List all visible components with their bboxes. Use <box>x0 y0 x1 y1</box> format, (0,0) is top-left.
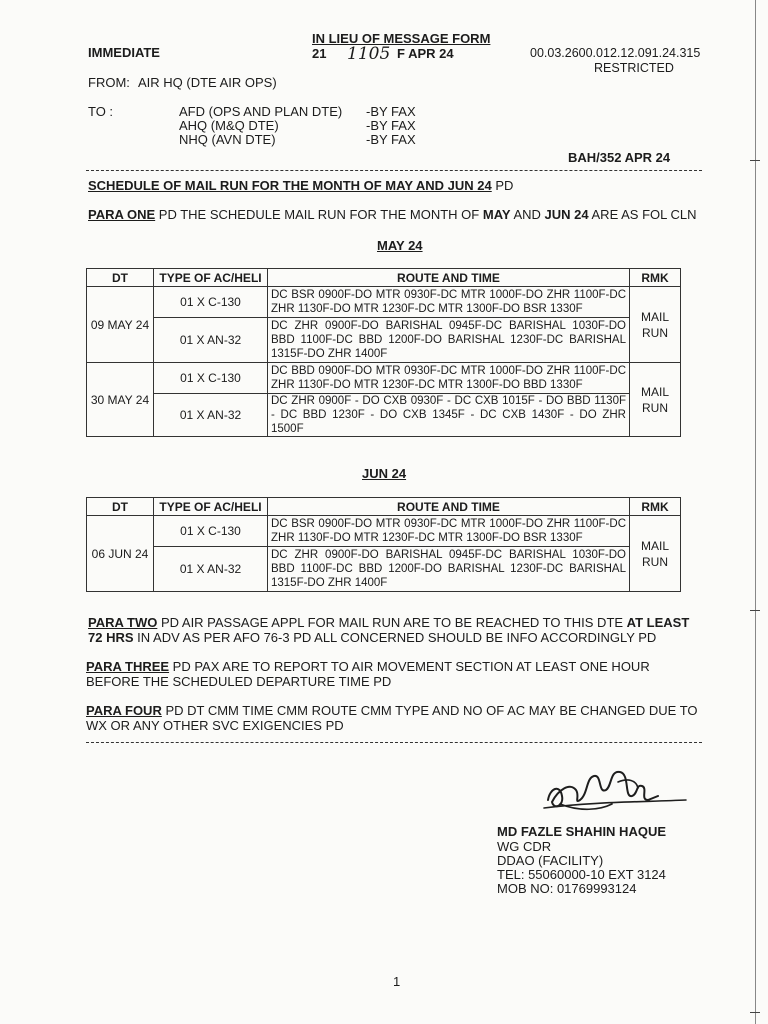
signatory-appointment: DDAO (FACILITY) <box>497 853 604 868</box>
para-two-text: IN ADV AS PER AFO 76-3 PD ALL CONCERNED SHOULD BE INFO ACCORDINGLY PD <box>133 630 657 645</box>
para-two-text: PD AIR PASSAGE APPL FOR MAIL RUN ARE TO BE REACHED TO THIS DTE <box>157 615 627 630</box>
dtg-day: 21 <box>312 46 327 61</box>
subject-suffix: PD <box>491 178 514 193</box>
table-row <box>87 363 681 394</box>
recipient-method: -BY FAX <box>366 118 416 133</box>
table-title-may: MAY 24 <box>377 238 423 253</box>
table-row <box>87 318 681 363</box>
para-one-text: PD THE SCHEDULE MAIL RUN FOR THE MONTH OF <box>155 207 483 222</box>
precedence: IMMEDIATE <box>88 45 160 60</box>
classification: RESTRICTED <box>594 61 674 75</box>
remark-text: MAIL RUN <box>640 538 669 569</box>
from-label: FROM: <box>88 75 130 90</box>
cell-aircraft-type: 01 X C-130 <box>154 287 268 318</box>
signatory-name: MD FAZLE SHAHIN HAQUE <box>497 824 666 839</box>
para-two-bold: AT LEAST <box>626 615 690 630</box>
cell-route: DC ZHR 0900F - DO CXB 0930F - DC CXB 1015F - DO BBD 1130F - DC BBD 1230F - DO CXB 1345F - DC CXB 1430F - DO ZHR 1500F <box>268 394 630 437</box>
table-row <box>87 547 681 592</box>
cell-route: DC BSR 0900F-DO MTR 0930F-DC MTR 1000F-DO ZHR 1100F-DC ZHR 1130F-DO MTR 1230F-DC MTR 1300F-DO BSR 1330F <box>268 287 630 318</box>
cell-date: 30 MAY 24 <box>87 363 154 437</box>
cell-route: DC BBD 0900F-DO MTR 0930F-DC MTR 1000F-DO ZHR 1100F-DC ZHR 1130F-DO MTR 1230F-DC MTR 1300F-DO BBD 1330F <box>268 363 630 394</box>
recipient-method: -BY FAX <box>366 132 416 147</box>
divider <box>86 742 702 743</box>
file-reference: BAH/352 APR 24 <box>568 150 671 165</box>
remark-text: MAIL RUN <box>640 309 669 340</box>
schedule-table-jun <box>86 497 681 592</box>
cell-aircraft-type: 01 X AN-32 <box>154 394 268 437</box>
col-header-dt: DT <box>87 498 154 516</box>
para-two-line-2 <box>88 630 656 645</box>
remark-text: MAIL RUN <box>640 384 669 415</box>
para-one-bold: JUN 24 <box>544 207 589 222</box>
signatory-mobile: MOB NO: 01769993124 <box>497 881 637 896</box>
para-two-bold: 72 HRS <box>88 630 134 645</box>
cell-remark <box>630 363 681 437</box>
scan-edge-tick <box>750 1012 760 1013</box>
page-number: 1 <box>393 974 401 989</box>
recipient-name: NHQ (AVN DTE) <box>179 132 276 147</box>
scan-edge-tick <box>750 160 760 161</box>
col-header-route: ROUTE AND TIME <box>268 498 630 516</box>
cell-date: 06 JUN 24 <box>87 516 154 592</box>
scan-edge-tick <box>750 610 760 611</box>
para-three-text: PD PAX ARE TO REPORT TO AIR MOVEMENT SECTION AT LEAST ONE HOUR BEFORE THE SCHEDULED DEPARTURE TIME PD <box>86 659 650 689</box>
table-row <box>87 287 681 318</box>
para-one-text: ARE AS FOL CLN <box>588 207 697 222</box>
cell-remark <box>630 516 681 592</box>
dtg-time-handwritten: 1105 <box>347 44 391 64</box>
recipient-name: AFD (OPS AND PLAN DTE) <box>179 104 343 119</box>
para-four-text: PD DT CMM TIME CMM ROUTE CMM TYPE AND NO OF AC MAY BE CHANGED DUE TO WX OR ANY OTHER SVC EXIGENCIES PD <box>86 703 698 733</box>
table-row <box>87 516 681 547</box>
signatory-telephone: TEL: 55060000-10 EXT 3124 <box>497 867 666 882</box>
para-two-line-1 <box>88 615 689 630</box>
cell-aircraft-type: 01 X AN-32 <box>154 318 268 363</box>
cell-aircraft-type: 01 X C-130 <box>154 363 268 394</box>
message-reference: 00.03.2600.012.12.091.24.315 <box>530 46 701 60</box>
cell-aircraft-type: 01 X AN-32 <box>154 547 268 592</box>
para-four-label: PARA FOUR <box>86 703 162 718</box>
cell-date: 09 MAY 24 <box>87 287 154 363</box>
dtg-zone-month-year: F APR 24 <box>397 46 454 61</box>
para-one-bold: MAY <box>482 207 511 222</box>
to-label: TO : <box>88 104 114 119</box>
cell-route: DC ZHR 0900F-DO BARISHAL 0945F-DC BARISHAL 1030F-DO BBD 1100F-DC BBD 1200F-DO BARISHAL 1230F-DC BARISHAL 1315F-DO ZHR 1400F <box>268 318 630 363</box>
para-three <box>86 659 706 689</box>
col-header-type: TYPE OF AC/HELI <box>154 269 268 287</box>
divider <box>86 170 702 171</box>
recipient-method: -BY FAX <box>366 104 416 119</box>
table-row <box>87 394 681 437</box>
scan-edge-line <box>755 0 756 1024</box>
para-three-label: PARA THREE <box>86 659 170 674</box>
cell-route: DC ZHR 0900F-DO BARISHAL 0945F-DC BARISHAL 1030F-DO BBD 1100F-DC BBD 1200F-DO BARISHAL 1230F-DC BARISHAL 1315F-DO ZHR 1400F <box>268 547 630 592</box>
para-one-text: AND <box>510 207 545 222</box>
cell-aircraft-type: 01 X C-130 <box>154 516 268 547</box>
table-header-row <box>87 269 681 287</box>
signatory-rank: WG CDR <box>497 839 552 854</box>
col-header-type: TYPE OF AC/HELI <box>154 498 268 516</box>
subject-text: SCHEDULE OF MAIL RUN FOR THE MONTH OF MAY AND JUN 24 <box>88 178 492 193</box>
form-title: IN LIEU OF MESSAGE FORM <box>312 31 491 46</box>
col-header-route: ROUTE AND TIME <box>268 269 630 287</box>
table-title-jun: JUN 24 <box>362 466 407 481</box>
para-one <box>88 207 697 222</box>
para-four <box>86 703 706 733</box>
col-header-rmk: RMK <box>630 269 681 287</box>
cell-route: DC BSR 0900F-DO MTR 0930F-DC MTR 1000F-DO ZHR 1100F-DC ZHR 1130F-DO MTR 1230F-DC MTR 1300F-DO BSR 1330F <box>268 516 630 547</box>
from-value: AIR HQ (DTE AIR OPS) <box>138 75 277 90</box>
col-header-dt: DT <box>87 269 154 287</box>
col-header-rmk: RMK <box>630 498 681 516</box>
recipient-name: AHQ (M&Q DTE) <box>179 118 279 133</box>
schedule-table-may <box>86 268 681 437</box>
para-two-label: PARA TWO <box>88 615 158 630</box>
table-header-row <box>87 498 681 516</box>
cell-remark <box>630 287 681 363</box>
para-one-label: PARA ONE <box>88 207 156 222</box>
subject <box>88 178 513 193</box>
handwritten-signature <box>540 760 690 822</box>
